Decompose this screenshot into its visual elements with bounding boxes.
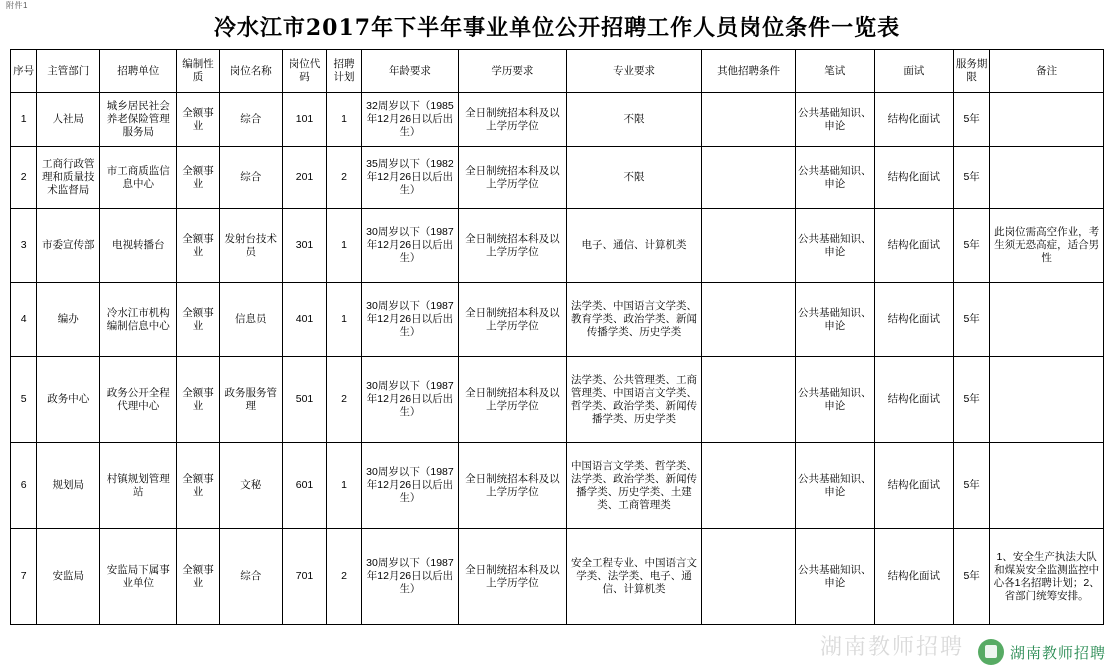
col-header-dept: 主管部门 — [37, 50, 100, 93]
col-header-age: 年龄要求 — [361, 50, 458, 93]
watermark-text: 湖南教师招聘 — [1009, 643, 1106, 662]
cell-major: 法学类、公共管理类、工商管理类、中国语言文学类、哲学类、政治学类、新闻传播学类、历史学类 — [566, 357, 702, 443]
cell-seq: 4 — [11, 283, 37, 357]
table-row — [11, 283, 1104, 357]
cell-plan: 2 — [327, 529, 361, 625]
cell-edu: 全日制统招本科及以上学历学位 — [459, 93, 566, 147]
cell-interview: 结构化面试 — [874, 283, 953, 357]
cell-post: 文秘 — [219, 443, 282, 529]
cell-post: 发射台技术员 — [219, 209, 282, 283]
cell-plan: 2 — [327, 147, 361, 209]
cell-major: 安全工程专业、中国语言文学类、法学类、电子、通信、计算机类 — [566, 529, 702, 625]
cell-code: 401 — [282, 283, 327, 357]
cell-plan: 1 — [327, 283, 361, 357]
cell-code: 301 — [282, 209, 327, 283]
cell-dept: 政务中心 — [37, 357, 100, 443]
cell-edu: 全日制统招本科及以上学历学位 — [459, 529, 566, 625]
cell-interview: 结构化面试 — [874, 529, 953, 625]
cell-interview: 结构化面试 — [874, 357, 953, 443]
col-header-seq: 序号 — [11, 50, 37, 93]
cell-other — [702, 443, 795, 529]
cell-post: 综合 — [219, 147, 282, 209]
cell-dept: 规划局 — [37, 443, 100, 529]
table-row — [11, 443, 1104, 529]
cell-unit: 冷水江市机构编制信息中心 — [100, 283, 177, 357]
col-header-edu: 学历要求 — [459, 50, 566, 93]
cell-post: 政务服务管理 — [219, 357, 282, 443]
col-header-unit: 招聘单位 — [100, 50, 177, 93]
cell-seq: 7 — [11, 529, 37, 625]
cell-service: 5年 — [953, 443, 990, 529]
cell-dept: 编办 — [37, 283, 100, 357]
cell-written: 公共基础知识、申论 — [795, 147, 874, 209]
col-header-plan: 招聘计划 — [327, 50, 361, 93]
cell-remark — [990, 357, 1104, 443]
cell-remark: 此岗位需高空作业，考生须无恐高症，适合男性 — [990, 209, 1104, 283]
cell-unit: 电视转播台 — [100, 209, 177, 283]
cell-other — [702, 529, 795, 625]
cell-plan: 1 — [327, 209, 361, 283]
table-row — [11, 529, 1104, 625]
cell-remark — [990, 93, 1104, 147]
cell-age: 32周岁以下（1985年12月26日以后出生） — [361, 93, 458, 147]
cell-dept: 市委宣传部 — [37, 209, 100, 283]
cell-interview: 结构化面试 — [874, 443, 953, 529]
cell-interview: 结构化面试 — [874, 209, 953, 283]
cell-edu: 全日制统招本科及以上学历学位 — [459, 283, 566, 357]
cell-unit: 城乡居民社会养老保险管理服务局 — [100, 93, 177, 147]
cell-post: 信息员 — [219, 283, 282, 357]
cell-written: 公共基础知识、申论 — [795, 357, 874, 443]
cell-dept: 工商行政管理和质量技术监督局 — [37, 147, 100, 209]
cell-other — [702, 209, 795, 283]
cell-code: 701 — [282, 529, 327, 625]
cell-age: 30周岁以下（1987年12月26日以后出生） — [361, 209, 458, 283]
cell-nature: 全额事业 — [177, 147, 220, 209]
cell-service: 5年 — [953, 147, 990, 209]
cell-major: 不限 — [566, 147, 702, 209]
cell-written: 公共基础知识、申论 — [795, 443, 874, 529]
cell-age: 30周岁以下（1987年12月26日以后出生） — [361, 443, 458, 529]
cell-unit: 村镇规划管理站 — [100, 443, 177, 529]
cell-dept: 人社局 — [37, 93, 100, 147]
cell-age: 35周岁以下（1982年12月26日以后出生） — [361, 147, 458, 209]
cell-nature: 全额事业 — [177, 357, 220, 443]
cell-written: 公共基础知识、申论 — [795, 93, 874, 147]
cell-code: 501 — [282, 357, 327, 443]
cell-other — [702, 283, 795, 357]
table-row — [11, 147, 1104, 209]
cell-other — [702, 93, 795, 147]
cell-seq: 1 — [11, 93, 37, 147]
cell-written: 公共基础知识、申论 — [795, 209, 874, 283]
col-header-code: 岗位代码 — [282, 50, 327, 93]
cell-remark — [990, 147, 1104, 209]
col-header-other: 其他招聘条件 — [702, 50, 795, 93]
recruitment-table — [10, 49, 1104, 625]
cell-service: 5年 — [953, 209, 990, 283]
cell-service: 5年 — [953, 529, 990, 625]
cell-dept: 安监局 — [37, 529, 100, 625]
col-header-written: 笔试 — [795, 50, 874, 93]
cell-remark: 1、安全生产执法大队和煤炭安全监测监控中心各1名招聘计划；2、省部门统筹安排。 — [990, 529, 1104, 625]
table-header-row — [11, 50, 1104, 93]
col-header-major: 专业要求 — [566, 50, 702, 93]
cell-edu: 全日制统招本科及以上学历学位 — [459, 357, 566, 443]
cell-code: 201 — [282, 147, 327, 209]
cell-written: 公共基础知识、申论 — [795, 529, 874, 625]
cell-seq: 2 — [11, 147, 37, 209]
cell-code: 101 — [282, 93, 327, 147]
table-row — [11, 93, 1104, 147]
cell-major: 法学类、中国语言文学类、教育学类、政治学类、新闻传播学类、历史学类 — [566, 283, 702, 357]
col-header-post: 岗位名称 — [219, 50, 282, 93]
cell-service: 5年 — [953, 283, 990, 357]
table-row — [11, 209, 1104, 283]
col-header-service: 服务期限 — [953, 50, 990, 93]
watermark — [978, 639, 1106, 665]
cell-post: 综合 — [219, 529, 282, 625]
cell-seq: 3 — [11, 209, 37, 283]
cell-unit: 安监局下属事业单位 — [100, 529, 177, 625]
cell-plan: 2 — [327, 357, 361, 443]
cell-edu: 全日制统招本科及以上学历学位 — [459, 443, 566, 529]
cell-plan: 1 — [327, 93, 361, 147]
cell-plan: 1 — [327, 443, 361, 529]
watermark-logo-icon — [978, 639, 1004, 665]
cell-remark — [990, 283, 1104, 357]
cell-unit: 政务公开全程代理中心 — [100, 357, 177, 443]
cell-seq: 6 — [11, 443, 37, 529]
cell-nature: 全额事业 — [177, 443, 220, 529]
cell-remark — [990, 443, 1104, 529]
cell-edu: 全日制统招本科及以上学历学位 — [459, 209, 566, 283]
cell-service: 5年 — [953, 93, 990, 147]
cell-major: 不限 — [566, 93, 702, 147]
cell-service: 5年 — [953, 357, 990, 443]
cell-unit: 市工商质监信息中心 — [100, 147, 177, 209]
cell-written: 公共基础知识、申论 — [795, 283, 874, 357]
cell-seq: 5 — [11, 357, 37, 443]
cell-major: 中国语言文学类、哲学类、法学类、政治学类、新闻传播学类、历史学类、土建类、工商管理类 — [566, 443, 702, 529]
cell-nature: 全额事业 — [177, 93, 220, 147]
cell-nature: 全额事业 — [177, 283, 220, 357]
cell-post: 综合 — [219, 93, 282, 147]
cell-age: 30周岁以下（1987年12月26日以后出生） — [361, 283, 458, 357]
cell-age: 30周岁以下（1987年12月26日以后出生） — [361, 529, 458, 625]
cell-interview: 结构化面试 — [874, 93, 953, 147]
cell-interview: 结构化面试 — [874, 147, 953, 209]
cell-other — [702, 147, 795, 209]
col-header-nature: 编制性质 — [177, 50, 220, 93]
attachment-note: 附件1 — [6, 1, 28, 10]
cell-edu: 全日制统招本科及以上学历学位 — [459, 147, 566, 209]
table-row — [11, 357, 1104, 443]
cell-other — [702, 357, 795, 443]
cell-major: 电子、通信、计算机类 — [566, 209, 702, 283]
cell-age: 30周岁以下（1987年12月26日以后出生） — [361, 357, 458, 443]
cell-nature: 全额事业 — [177, 529, 220, 625]
cell-code: 601 — [282, 443, 327, 529]
page-title: 冷水江市2017年下半年事业单位公开招聘工作人员岗位条件一览表 — [213, 15, 901, 41]
col-header-interview: 面试 — [874, 50, 953, 93]
col-header-remark: 备注 — [990, 50, 1104, 93]
watermark-ghost-text: 湖南教师招聘 — [819, 635, 964, 660]
cell-nature: 全额事业 — [177, 209, 220, 283]
